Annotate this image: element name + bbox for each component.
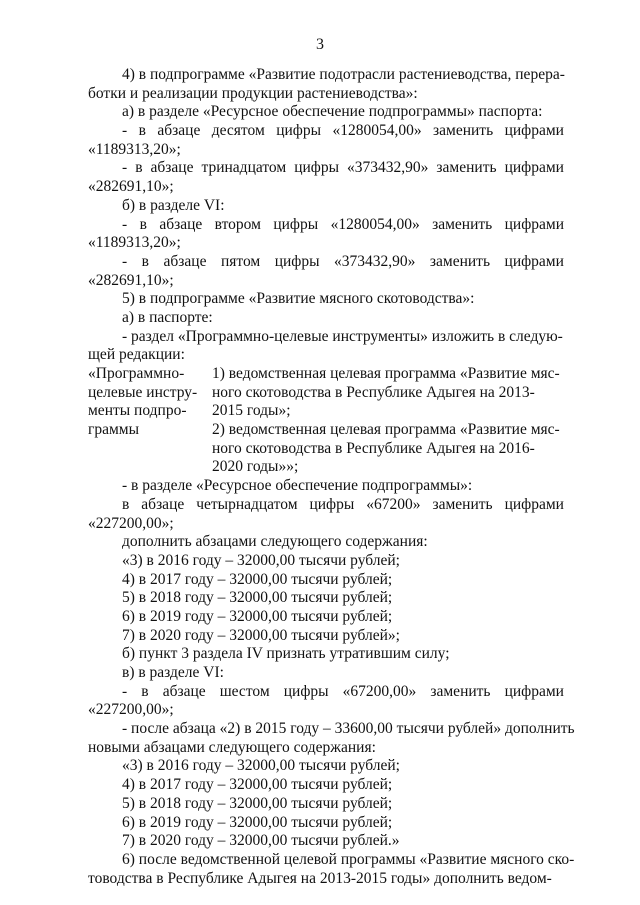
text-line: «1189313,20»; xyxy=(88,140,181,158)
word: заменить xyxy=(433,122,494,140)
word: - xyxy=(122,215,128,233)
text-line: 4) в подпрограмме «Развитие подотрасли растениеводства, перера- xyxy=(122,66,565,83)
word: цифрами xyxy=(504,159,564,177)
word: шестом xyxy=(219,682,270,700)
text-line: 5) в 2018 году – 32000,00 тысячи рублей; xyxy=(122,589,393,607)
table-label-line: «Программно- xyxy=(88,365,185,382)
table-value-line: ного скотоводства в Республике Адыгея на 2016- xyxy=(212,439,535,457)
word: заменить xyxy=(432,215,493,233)
word: цифрами xyxy=(504,252,564,270)
word: четырнадцатом xyxy=(196,495,298,513)
text-line: 7) в 2020 году – 32000,00 тысячи рублей.» xyxy=(122,832,400,850)
word: абзаце xyxy=(150,159,194,177)
text-line: «3) в 2016 году – 32000,00 тысячи рублей; xyxy=(122,757,400,775)
justified-line xyxy=(88,159,564,178)
word: «1280054,00» xyxy=(330,215,420,233)
text-line: а) в паспорте: xyxy=(122,308,213,326)
text-line: 6) в 2019 году – 32000,00 тысячи рублей; xyxy=(122,813,393,831)
word: заменить xyxy=(429,252,491,270)
text-line: 4) в 2017 году – 32000,00 тысячи рублей; xyxy=(122,776,393,794)
justified-line xyxy=(88,683,564,702)
justified-line xyxy=(88,122,564,141)
word: «373432,90» xyxy=(347,159,429,177)
word: десятом xyxy=(211,122,265,140)
text-line: 6) после ведомственной целевой программы «Развитие мясного ско- xyxy=(122,850,575,868)
table-value-line: 1) ведомственная целевая программа «Развитие мяс- xyxy=(212,365,560,382)
word: тринадцатом xyxy=(201,159,287,177)
word: цифры xyxy=(283,682,329,700)
table-value-line: 2020 годы»»; xyxy=(212,458,299,476)
table-label-line: граммы xyxy=(88,421,140,439)
word: абзаце xyxy=(163,252,207,270)
word: цифры xyxy=(274,252,320,270)
word: в xyxy=(139,215,147,233)
text-line: дополнить абзацами следующего содержания: xyxy=(122,533,428,551)
word: в xyxy=(141,252,149,270)
word: заменить xyxy=(436,159,497,177)
text-line: в) в разделе VI: xyxy=(122,664,224,681)
table-value-line: 2) ведомственная целевая программа «Развитие мяс- xyxy=(212,421,560,439)
text-line: - после абзаца «2) в 2015 году – 33600,00 тысячи рублей» дополнить xyxy=(122,720,575,738)
word: цифры xyxy=(309,495,355,513)
text-line: «282691,10»; xyxy=(88,178,174,196)
word: пятом xyxy=(220,252,261,270)
justified-line xyxy=(88,496,564,515)
text-line: 6) в 2019 году – 32000,00 тысячи рублей; xyxy=(122,607,393,625)
word: - xyxy=(122,122,128,140)
word: цифрами xyxy=(504,215,564,233)
word: «67200,00» xyxy=(342,682,417,700)
word: абзаце xyxy=(159,215,203,233)
text-line: - в разделе «Ресурсное обеспечение подпрограммы»: xyxy=(122,477,473,495)
text-line: «3) в 2016 году – 32000,00 тысячи рублей; xyxy=(122,551,400,569)
text-line: «282691,10»; xyxy=(88,271,174,289)
document-body xyxy=(88,66,575,888)
text-line: «227200,00»; xyxy=(88,701,174,719)
page-number: 3 xyxy=(316,36,324,53)
instruments-label-column xyxy=(88,365,212,477)
word: цифрами xyxy=(504,122,564,140)
word: цифры xyxy=(273,215,319,233)
text-line: «1189313,20»; xyxy=(88,234,181,252)
word: в xyxy=(122,495,130,513)
word: абзаце xyxy=(162,682,206,700)
justified-line xyxy=(88,216,564,235)
word: абзаце xyxy=(157,122,201,140)
word: цифрами xyxy=(504,682,564,700)
word: в xyxy=(141,682,149,700)
word: в xyxy=(135,159,143,177)
word: втором xyxy=(214,215,261,233)
text-line: а) в разделе «Ресурсное обеспечение подпрограммы» паспорта: xyxy=(122,103,543,121)
text-line: - раздел «Программно-целевые инструменты» изложить в следую- xyxy=(122,327,563,345)
text-line: б) пункт 3 раздела IV признать утратившим силу; xyxy=(122,645,450,663)
text-line: щей редакции: xyxy=(88,346,185,364)
table-value-line: 2015 годы»; xyxy=(212,402,291,420)
word: в xyxy=(138,122,146,140)
word: цифры xyxy=(276,122,322,140)
text-line: 5) в 2018 году – 32000,00 тысячи рублей; xyxy=(122,794,393,812)
word: цифры xyxy=(294,159,340,177)
word: - xyxy=(122,682,128,700)
instruments-table xyxy=(88,365,564,477)
text-line: товодства в Республике Адыгея на 2013-2015 годы» дополнить ведом- xyxy=(88,869,552,887)
text-line: «227200,00»; xyxy=(88,514,174,532)
text-line: 4) в 2017 году – 32000,00 тысячи рублей; xyxy=(122,570,393,588)
word: - xyxy=(122,159,128,177)
text-line: 5) в подпрограмме «Развитие мясного скотоводства»: xyxy=(122,290,475,308)
word: «373432,90» xyxy=(334,252,416,270)
text-line: 7) в 2020 году – 32000,00 тысячи рублей»; xyxy=(122,626,400,644)
text-line: б) в разделе VI: xyxy=(122,196,225,214)
table-label-line: менты подпро- xyxy=(88,402,187,420)
table-label-line: целевые инстру- xyxy=(88,383,198,401)
word: цифрами xyxy=(504,495,564,513)
instruments-value-column xyxy=(212,365,564,477)
text-line: новыми абзацами следующего содержания: xyxy=(88,738,376,756)
word: «1280054,00» xyxy=(332,122,422,140)
word: заменить xyxy=(430,682,491,700)
word: «67200» xyxy=(366,495,421,513)
table-value-line: ного скотоводства в Республике Адыгея на 2013- xyxy=(212,383,535,401)
justified-line xyxy=(88,253,564,272)
text-line: ботки и реализации продукции растениеводства»: xyxy=(88,84,418,102)
word: заменить xyxy=(432,495,493,513)
word: - xyxy=(122,252,128,270)
word: абзаце xyxy=(141,495,185,513)
